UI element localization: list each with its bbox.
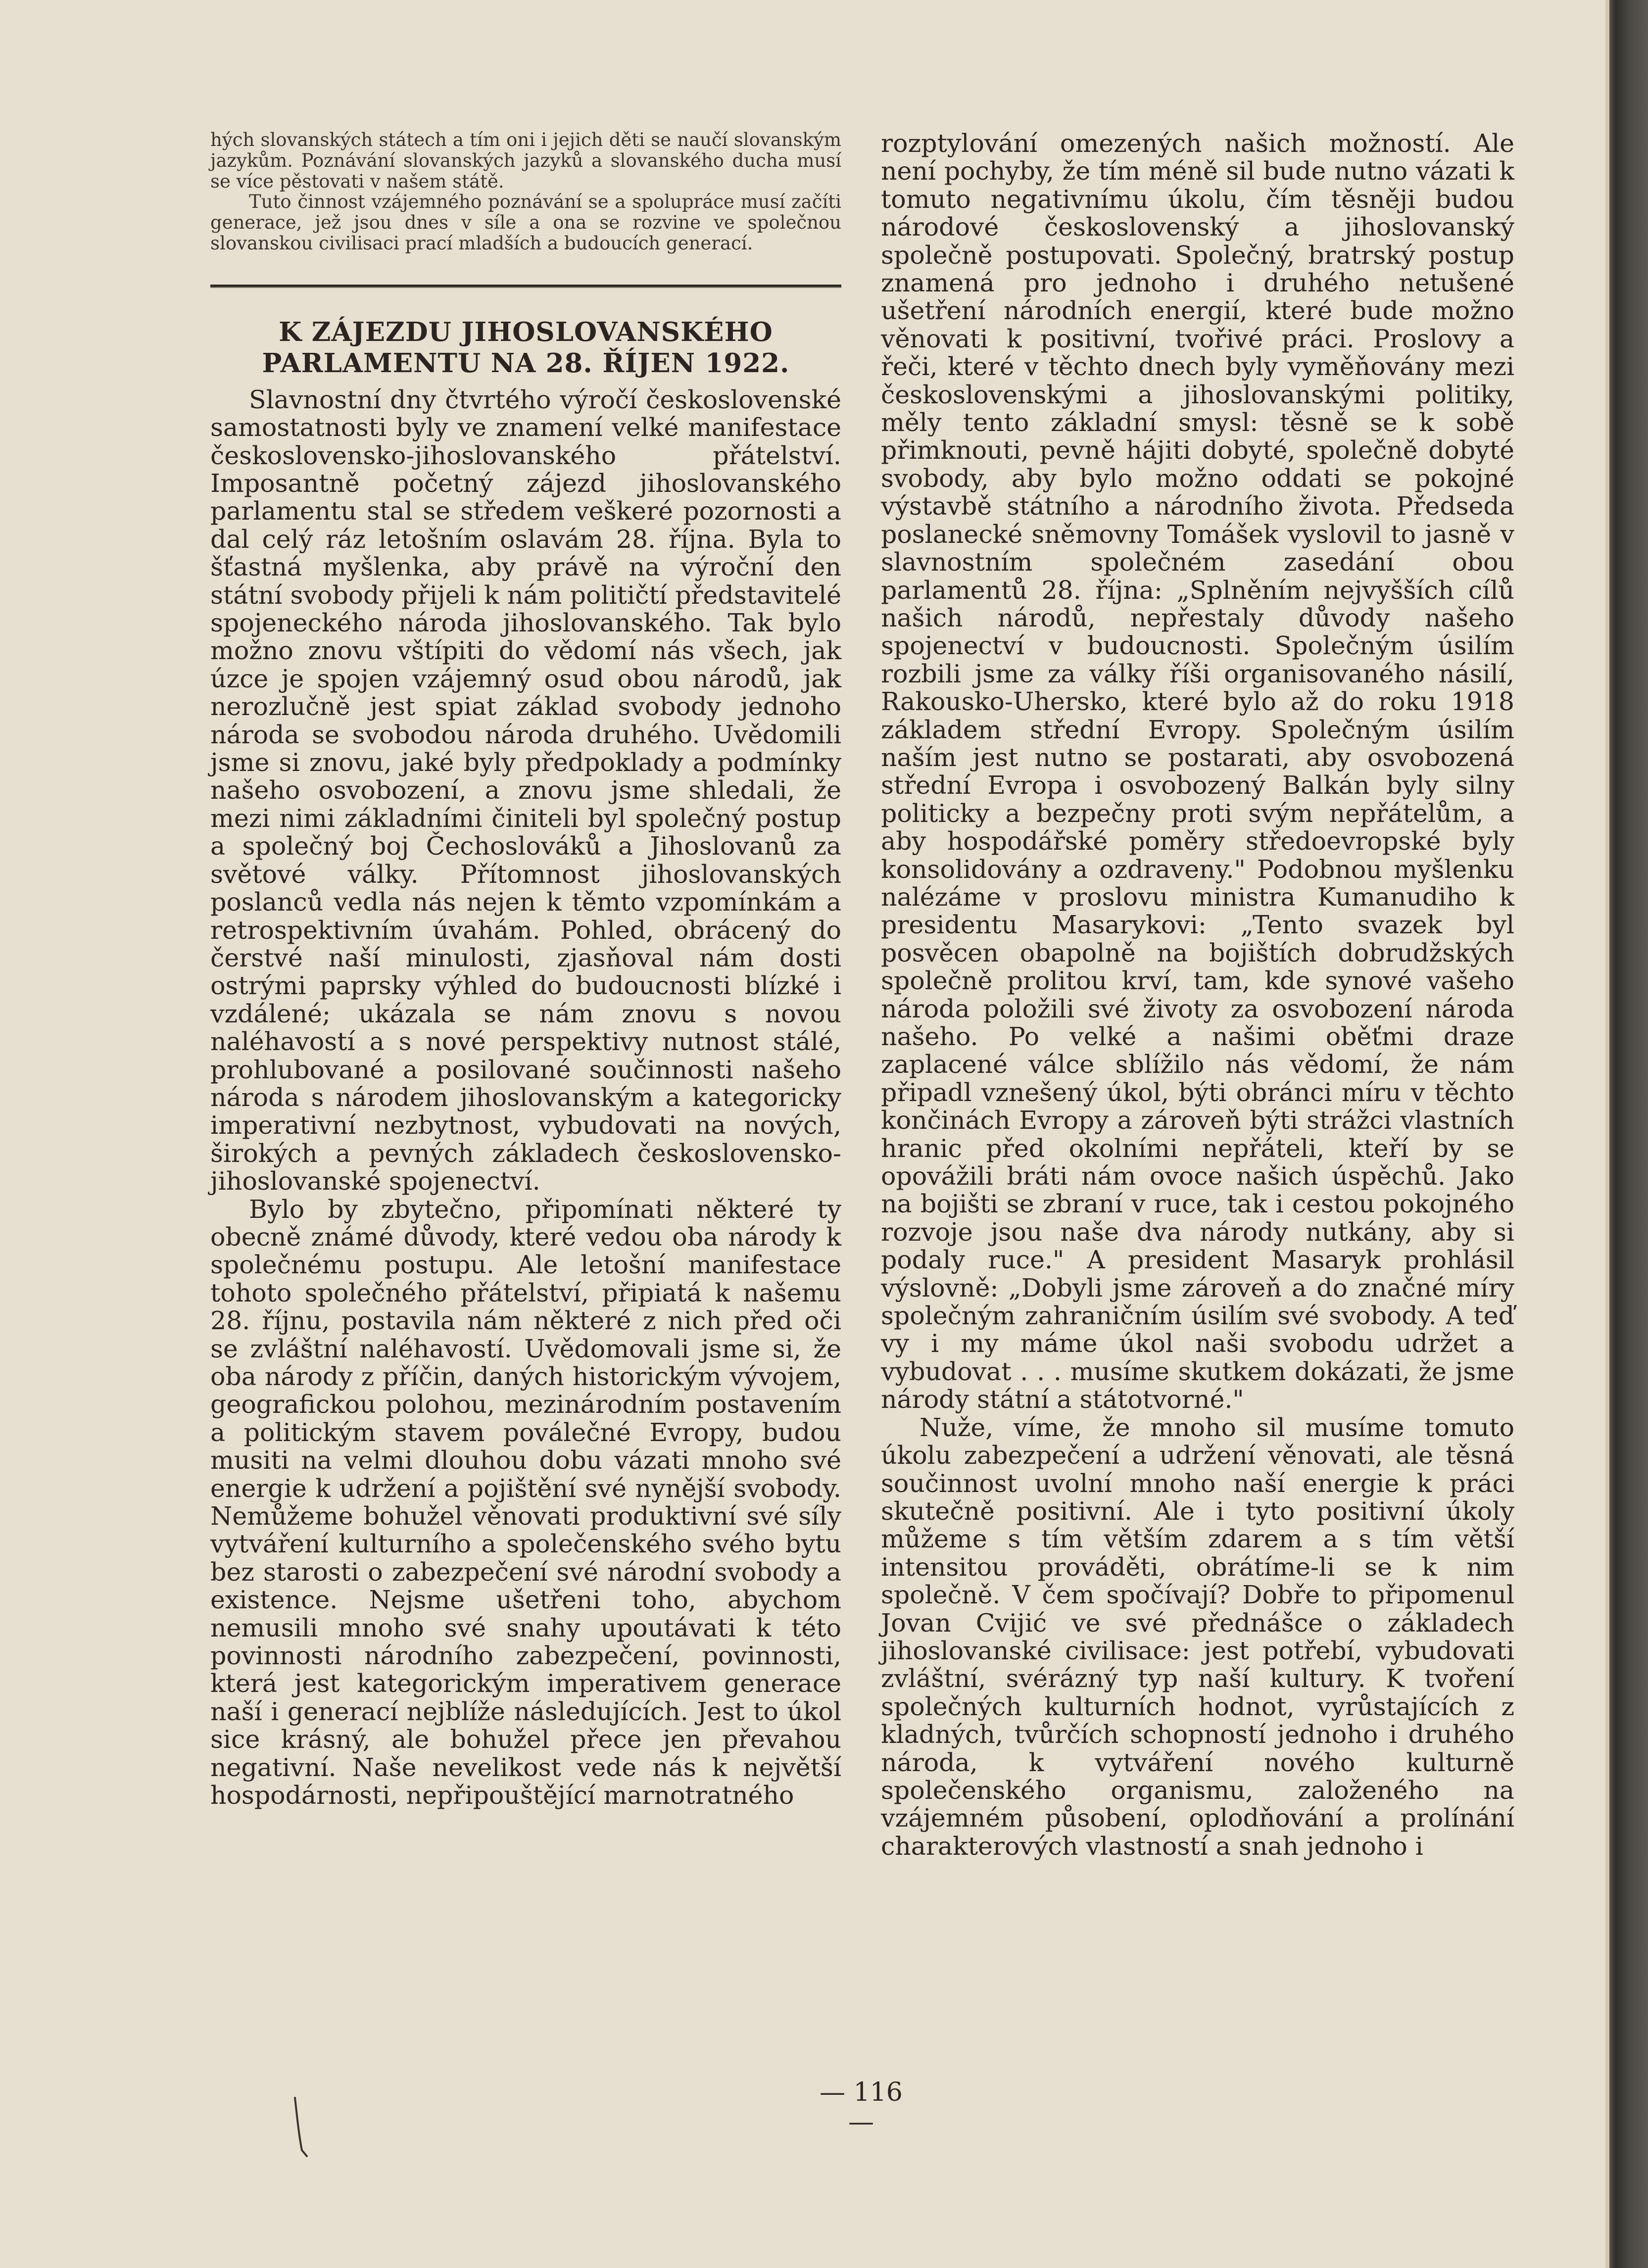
intro-paragraph-1: hých slovanských státech a tím oni i jejich děti se naučí slovanským jazykům. Poznávání slovanských jazyků a slovanského ducha musí se více pěstovati v našem státě. <box>210 129 841 192</box>
article-paragraph-4: Nuže, víme, že mnoho sil musíme tomuto úkolu zabezpečení a udržení věnovati, ale těsná součinnost uvolní mnoho naší energie k práci skutečně positivní. Ale i tyto positivní úkoly můžeme s tím větším zdarem a s tím větší intensitou prováděti, obrátíme-li se k nim společně. V čem spočívají? Dobře to připomenul Jovan Cvijić ve své přednášce o základech jihoslovanské civilisace: jest potřebí, vybudovati zvláštní, svérázný typ naší kultury. K tvoření společných kulturních hodnot, vyrůstajících z kladných, tvůrčích schopností jednoho i druhého národa, k vytváření nového kulturně společenského organismu, založeného na vzájemném působení, oplodňování a prolínání charakterových vlastností a snah jednoho i <box>881 1412 1514 1861</box>
intro-paragraph-2: Tuto činnost vzájemného poznávání se a spolupráce musí začíti generace, jež jsou dnes v síle a ona se rozvine ve společnou slovanskou civilisaci prací mladších a budoucích generací. <box>210 191 841 254</box>
ink-stroke-mark <box>292 2096 312 2160</box>
page-edge <box>1609 0 1648 2268</box>
left-column <box>210 130 841 1810</box>
intro-text <box>210 130 841 254</box>
page-fold-shadow <box>1605 0 1609 2268</box>
page-number: — 116 — <box>820 2077 903 2137</box>
right-column <box>881 130 1514 1860</box>
article-paragraph-3: rozptylování omezených našich možností. Ale není pochyby, že tím méně sil bude nutno vázati k tomuto negativnímu úkolu, čím těsněji budou národové československý a jihoslovanský společně postupovati. Společný, bratrský postup znamená pro jednoho i druhého netušené ušetření národních energií, které bude možno věnovati k positivní, tvořivé práci. Proslovy a řeči, které v těchto dnech byly vyměňovány mezi československými a jihoslovanskými politiky, měly tento základní smysl: těsně se k sobě přimknouti, pevně hájiti dobyté, společně dobyté svobody, aby bylo možno oddati se pokojné výstavbě státního a národního života. Předseda poslanecké sněmovny Tomášek vyslovil to jasně v slavnostním společném zasedání obou parlamentů 28. října: „Splněním nejvyšších cílů našich národů, nepřestaly důvody našeho spojenectví v budoucnosti. Společným úsilím rozbili jsme za války říši organisovaného násilí, Rakousko-Uhersko, které bylo až do roku 1918 základem střední Evropy. Společným úsilím naším jest nutno se postarati, aby osvobozená střední Evropa i osvobozený Balkán byly silny politicky a bezpečny proti svým nepřátelům, a aby hospodářské poměry středoevropské byly konsolidovány a ozdraveny." Podobnou myšlenku nalézáme v proslovu ministra Kumanudiho k presidentu Masarykovi: „Tento svazek byl posvěcen obapolně na bojištích dobrudžských společně prolitou krví, tam, kde synové vašeho národa položili své životy za osvobození národa našeho. Po velké a našimi oběťmi draze zaplacené válce sblížilo nás vědomí, že nám připadl vznešený úkol, býti obránci míru v těchto končinách Evropy a zároveň býti strážci vlastních hranic před okolními nepřáteli, kteří by se opovážili bráti nám ovoce našich úspěchů. Jako na bojišti se zbraní v ruce, tak i cestou pokojného rozvoje jsou naše dva národy nutkány, aby si podaly ruce." A president Masaryk prohlásil výslovně: „Dobyli jsme zároveň a do značné míry společným zahraničním úsilím své svobody. A teď vy i my máme úkol naši svobodu udržet a vybudovat . . . musíme skutkem dokázati, že jsme národy státní a státotvorné." <box>881 129 1514 1414</box>
article-paragraph-2: Bylo by zbytečno, připomínati některé ty obecně známé důvody, které vedou oba národy k společnému postupu. Ale letošní manifestace tohoto společného přátelství, připiatá k našemu 28. říjnu, postavila nám některé z nich před oči se zvláštní naléhavostí. Uvědomovali jsme si, že oba národy z příčin, daných historickým vývojem, geografickou polohou, mezinárodním postavením a politickým stavem poválečné Evropy, budou musiti na velmi dlouhou dobu vázati mnoho své energie k udržení a pojištění své nynější svobody. Nemůžeme bohužel věnovati produktivní své síly vytváření kulturního a společenského svého bytu bez starosti o zabezpečení své národní svobody a existence. Nejsme ušetřeni toho, abychom nemusili mnoho své snahy upoutávati k této povinnosti národního zabezpečení, povinnosti, která jest kategorickým imperativem generace naší i generací nejblíže následujících. Jest to úkol sice krásný, ale bohužel přece jen převahou negativní. Naše nevelikost vede nás k největší hospodárnosti, nepřipouštějící marnotratného <box>210 1194 841 1810</box>
article-paragraph-1: Slavnostní dny čtvrtého výročí československé samostatnosti byly ve znamení velké manifestace československo-jihoslovanského přátelství. Imposantně početný zájezd jihoslovanského parlamentu stal se středem veškeré pozornosti a dal celý ráz letošním oslavám 28. října. Byla to šťastná myšlenka, aby právě na výroční den státní svobody přijeli k nám političtí představitelé spojeneckého národa jihoslovanského. Tak bylo možno znovu vštípiti do vědomí nás všech, jak úzce je spojen vzájemný osud obou národů, jak nerozlučně jest spiat základ svobody jednoho národa se svobodou národa druhého. Uvědomili jsme si znovu, jaké byly předpoklady a podmínky našeho osvobození, a znovu jsme shledali, že mezi nimi základními činiteli byl společný postup a společný boj Čechoslováků a Jihoslovanů za světové války. Přítomnost jihoslovanských poslanců vedla nás nejen k těmto vzpomínkám a retrospektivním úvahám. Pohled, obrácený do čerstvé naší minulosti, zjasňoval nám dosti ostrými paprsky výhled do budoucnosti blízké i vzdálené; ukázala se nám znovu s novou naléhavostí a s nové perspektivy nutnost stálé, prohlubované a posilované součinnosti našeho národa s národem jihoslovanským a kategoricky imperativní nezbytnost, vybudovati na nových, širokých a pevných základech československo-jihoslovanské spojenectví. <box>210 385 841 1196</box>
section-divider <box>210 285 841 288</box>
article-title: K ZÁJEZDU JIHOSLOVANSKÉHO PARLAMENTU NA 28. ŘÍJEN 1922. <box>262 316 790 379</box>
